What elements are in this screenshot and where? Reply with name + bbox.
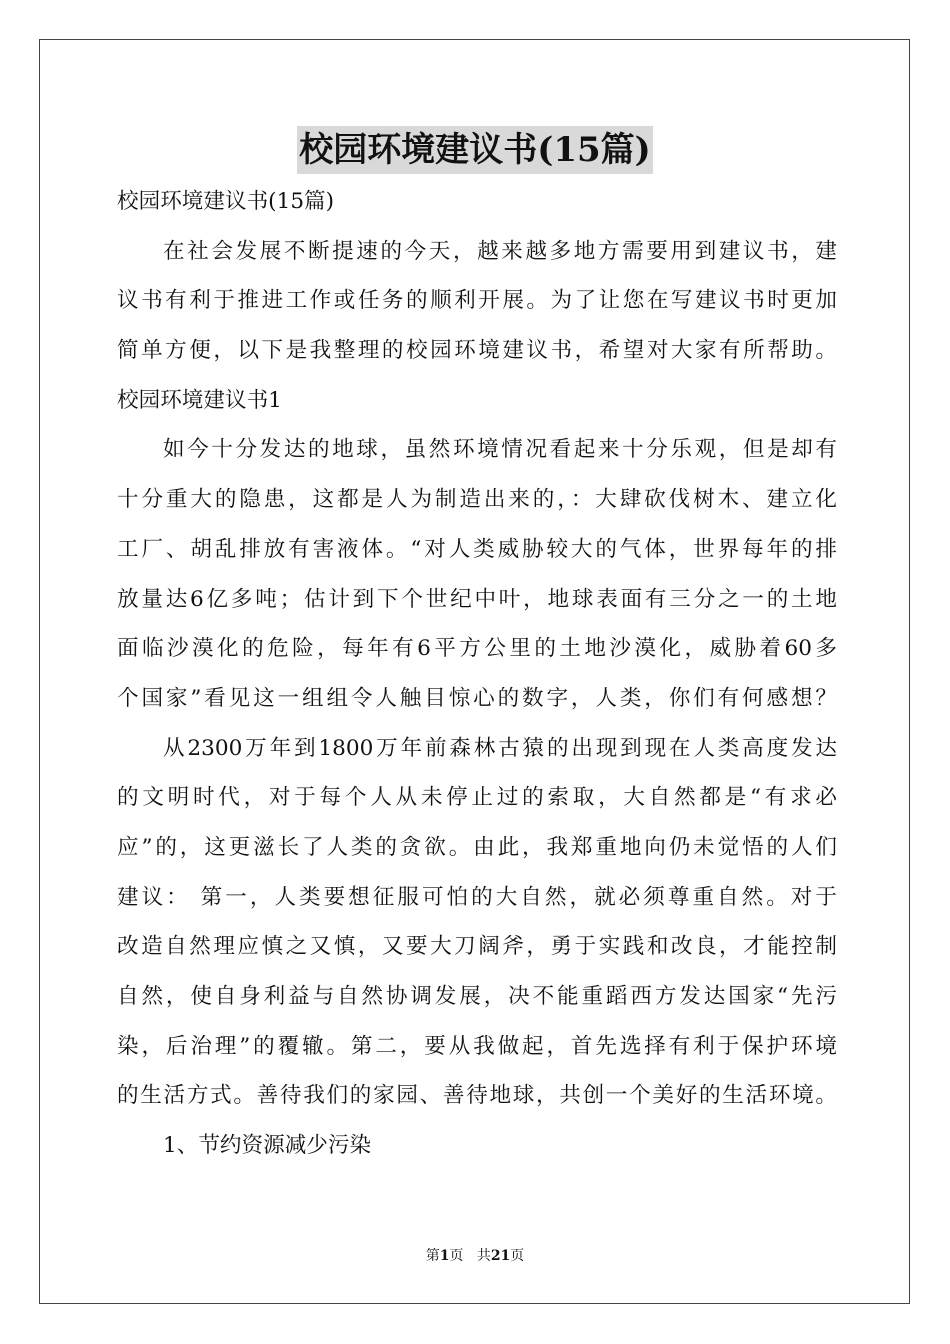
- text-line: 简单方便，以下是我整理的校园环境建议书，希望对大家有所帮助。: [117, 338, 837, 364]
- text-line: 议书有利于推进工作或任务的顺利开展。为了让您在写建议书时更加: [117, 288, 837, 314]
- text-line: 从2300万年到1800万年前森林古猿的出现到现在人类高度发达: [163, 735, 837, 761]
- page-footer: [0, 1246, 950, 1266]
- document-title: 校园环境建议书(15篇): [297, 126, 653, 174]
- text-line: 十分重大的隐患，这都是人为制造出来的，：大肆砍伐树木、建立化: [117, 487, 837, 513]
- text-line: 建议： 第一，人类要想征服可怕的大自然，就必须尊重自然。对于: [117, 884, 837, 910]
- text-line: 放量达6亿多吨；估计到下个世纪中叶，地球表面有三分之一的土地: [117, 586, 837, 612]
- footer-page-number: 1: [439, 1248, 450, 1264]
- text-line: 工厂、胡乱排放有害液体。“对人类威胁较大的气体，世界每年的排: [117, 536, 837, 562]
- text-line: 改造自然理应慎之又慎，又要大刀阔斧，勇于实践和改良，才能控制: [117, 934, 837, 960]
- text-line: 校园环境建议书(15篇): [117, 189, 335, 214]
- footer-total-pages: 21: [490, 1248, 511, 1264]
- text-line: 个国家”看见这一组组令人触目惊心的数字，人类，你们有何感想？: [117, 685, 837, 711]
- text-line: 1、节约资源减少污染: [163, 1133, 372, 1159]
- text-line: 校园环境建议书1: [117, 387, 282, 413]
- footer-page-prefix: 第: [425, 1248, 440, 1264]
- document-body: [117, 177, 837, 1171]
- text-line: 面临沙漠化的危险，每年有6平方公里的土地沙漠化，威胁着60多: [117, 636, 837, 662]
- text-line: 应”的，这更滋长了人类的贪欲。由此，我郑重地向仍未觉悟的人们: [117, 834, 837, 860]
- text-line: 的生活方式。善待我们的家园、善待地球，共创一个美好的生活环境。: [117, 1083, 837, 1109]
- text-line: 的文明时代，对于每个人从未停止过的索取，大自然都是“有求必: [117, 785, 837, 811]
- footer-total-suffix: 页: [510, 1248, 525, 1264]
- footer-total-prefix: 共: [476, 1248, 491, 1264]
- text-line: 如今十分发达的地球，虽然环境情况看起来十分乐观，但是却有: [163, 437, 837, 463]
- text-line: 自然，使自身利益与自然协调发展，决不能重蹈西方发达国家“先污: [117, 984, 837, 1009]
- footer-page-suffix: 页: [449, 1248, 464, 1264]
- text-line: 在社会发展不断提速的今天，越来越多地方需要用到建议书，建: [163, 238, 837, 264]
- text-line: 染，后治理”的覆辙。第二，要从我做起，首先选择有利于保护环境: [117, 1033, 837, 1059]
- title-wrap: [0, 126, 950, 174]
